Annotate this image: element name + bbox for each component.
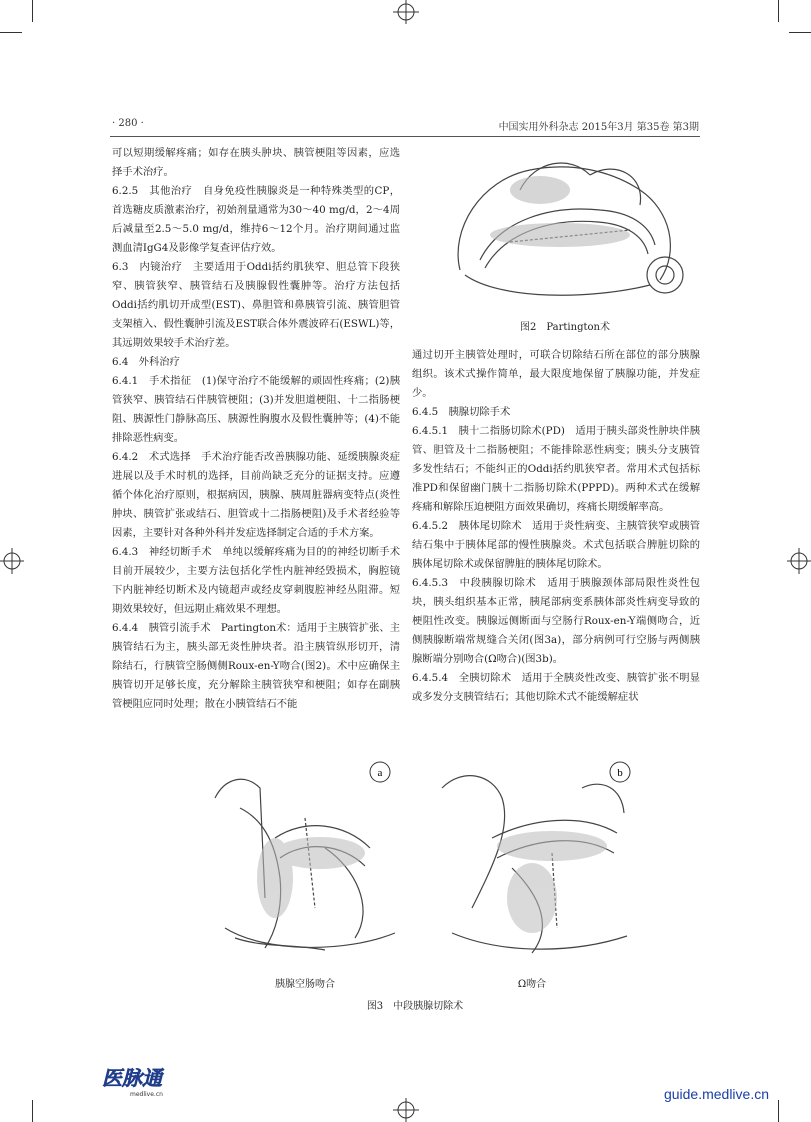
paragraph: 6.4.5.1 胰十二指肠切除术(PD) 适用于胰头部炎性肿块伴胰管、胆管及十二指肠梗阻；不能排除恶性病变；胰头分支胰管多发性结石；不能纠正的Oddi括约肌狭窄者。常用术式包括标准PD和保留幽门胰十二指肠切除术(PPPD)。两种术式在缓解疼痛和解除压迫梗阻方面效果确切，疼痛长期缓解率高。	[412, 425, 700, 513]
paragraph: 通过切开主胰管处理时，可联合切除结石所在部位的部分胰腺组织。该术式操作简单，最大限度地保留了胰腺功能，并发症少。	[412, 349, 700, 399]
figure3a-subcaption: 胰腺空肠吻合	[275, 979, 335, 990]
paragraph: 6.4.5.2 胰体尾切除术 适用于炎性病变、主胰管狭窄或胰管结石集中于胰体尾部的慢性胰腺炎。术式包括联合脾脏切除的胰体尾切除术或保留脾脏的胰体尾切除术。	[412, 520, 700, 570]
header-rule	[110, 136, 700, 137]
figure3b-illustration	[432, 758, 632, 958]
journal-header: 中国实用外科杂志 2015年3月 第35卷 第3期	[498, 122, 699, 133]
section-heading: 6.4 外科治疗	[112, 356, 180, 368]
medlive-logo	[100, 1065, 190, 1099]
paragraph: 可以短期缓解疼痛；如存在胰头肿块、胰管梗阻等因素，应选择手术治疗。	[112, 147, 400, 178]
paragraph: 6.4.1 手术指征 (1)保守治疗不能缓解的顽固性疼痛；(2)胰管狭窄、胰管结石伴胰管梗阻；(3)并发胆道梗阻、十二指肠梗阻、胰源性门静脉高压、胰源性胸腹水及假性囊肿等；(4)不能排除恶性病变。	[112, 375, 400, 444]
figure3b-label: b	[617, 767, 623, 779]
logo-subtext: medlive.cn	[130, 1091, 163, 1098]
registration-mark-icon	[393, 1098, 419, 1122]
site-url[interactable]: guide.medlive.cn	[663, 1086, 769, 1102]
paragraph: 6.4.2 术式选择 手术治疗能否改善胰腺功能、延缓胰腺炎症进展以及手术时机的选择，目前尚缺乏充分的证据支持。应遵循个体化治疗原则，根据病因，胰腺、胰周脏器病变特点(炎性肿块、胰管扩张或结石、胆管或十二指肠梗阻)及手术者经验等因素，主要针对各种外科并发症选择制定合适的手术方案。	[112, 451, 400, 539]
crop-mark	[0, 32, 22, 33]
paragraph: 6.4.5.3 中段胰腺切除术 适用于胰腺颈体部局限性炎性包块，胰头组织基本正常，胰尾部病变系胰体部炎性病变导致的梗阻性改变。胰腺远侧断面与空肠行Roux-en-Y端侧吻合，近侧胰腺断端常规缝合关闭(图3a)，部分病例可行空肠与两侧胰腺断端分别吻合(Ω吻合)(图3b)。	[412, 577, 700, 665]
registration-mark-icon	[393, 0, 419, 24]
left-column	[112, 144, 400, 714]
figure3a-label: a	[377, 767, 383, 779]
logo-text: 医脉通	[102, 1066, 162, 1090]
crop-mark	[32, 1100, 33, 1122]
crop-mark	[789, 32, 811, 33]
paragraph: 6.3 内镜治疗 主要适用于Oddi括约肌狭窄、胆总管下段狭窄、胰管狭窄、胰管结石及胰腺假性囊肿等。治疗方法包括Oddi括约肌切开成型(EST)、鼻胆管和鼻胰管引流、胰管胆管支架植入、假性囊肿引流及EST联合体外震波碎石(ESWL)等，其远期效果较手术治疗差。	[112, 261, 400, 349]
figure3-caption: 图3 中段胰腺切除术	[366, 1001, 464, 1012]
figure3a-illustration	[205, 758, 405, 958]
paragraph: 6.2.5 其他治疗 自身免疫性胰腺炎是一种特殊类型的CP，首选糖皮质激素治疗，初始剂量通常为30～40 mg/d，2～4周后减量至2.5～5.0 mg/d，维持6～12个月。治疗期间通过监测血清IgG4及影像学复查评估疗效。	[112, 185, 400, 254]
registration-mark-icon	[787, 548, 811, 574]
page-number: · 280 ·	[112, 118, 144, 129]
paragraph: 6.4.3 神经切断手术 单纯以缓解疼痛为目的的神经切断手术目前开展较少，主要方法包括化学性内脏神经毁损术，胸腔镜下内脏神经切断术及内镜超声或经皮穿刺腹腔神经丛阻滞。短期效果较好，但远期止痛效果不理想。	[112, 546, 400, 615]
right-column	[412, 346, 700, 707]
crop-mark	[32, 0, 33, 22]
crop-mark	[778, 0, 779, 22]
paragraph: 6.4.4 胰管引流手术 Partington术：适用于主胰管扩张、主胰管结石为主，胰头部无炎性肿块者。沿主胰管纵形切开，清除结石，行胰管空肠侧侧Roux-en-Y吻合(图2)。术中应确保主胰管切开足够长度，充分解除主胰管狭窄和梗阻；如存在副胰管梗阻应同时处理；散在小胰管结石不能	[112, 622, 400, 710]
registration-mark-icon	[0, 548, 24, 574]
figure2-caption: 图2 Partington术	[520, 322, 610, 333]
figure3b-subcaption: Ω吻合	[517, 979, 547, 990]
crop-mark	[778, 1100, 779, 1122]
figure2-illustration	[440, 150, 690, 310]
section-heading: 6.4.5 胰腺切除手术	[412, 406, 511, 418]
paragraph: 6.4.5.4 全胰切除术 适用于全胰炎性改变、胰管扩张不明显或多发分支胰管结石；其他切除术式不能缓解症状	[412, 672, 700, 703]
